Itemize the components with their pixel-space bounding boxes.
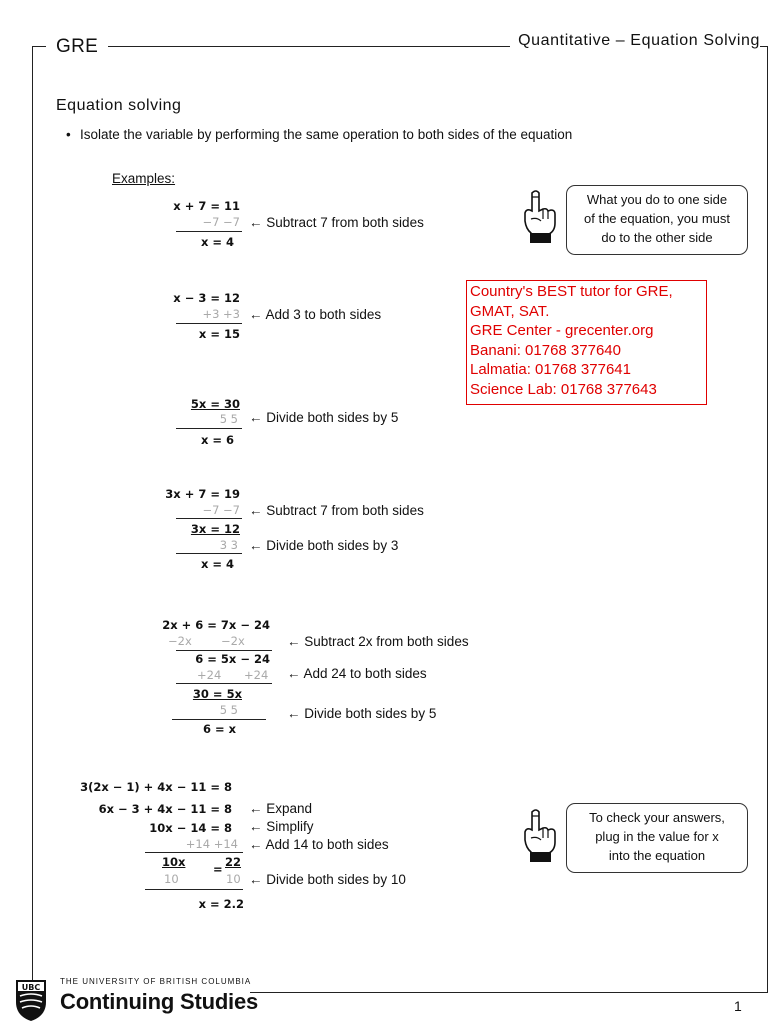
ex1-note: ← Subtract 7 from both sides bbox=[249, 215, 424, 230]
ex5-line4-left: +24 bbox=[197, 668, 222, 682]
ex6-line5-left: 10x bbox=[162, 855, 186, 869]
ex5-line7: 6 = x bbox=[202, 722, 236, 736]
ex5-line5: 30 = 5x bbox=[192, 687, 242, 701]
footer-university-name: THE UNIVERSITY OF BRITISH COLUMBIA bbox=[60, 977, 252, 986]
ex3-note: ← Divide both sides by 5 bbox=[249, 410, 399, 425]
ex5-line1: 2x + 6 = 7x − 24 bbox=[162, 618, 270, 632]
tip-line: What you do to one side bbox=[586, 192, 728, 207]
ex4-line5: x = 4 bbox=[200, 557, 234, 571]
ex5-note3: ← Divide both sides by 5 bbox=[287, 706, 437, 721]
ex5-note1: ← Subtract 2x from both sides bbox=[287, 634, 469, 649]
examples-label: Examples: bbox=[112, 171, 176, 186]
tip-line: do to the other side bbox=[601, 230, 713, 245]
pointing-hand-icon bbox=[519, 808, 559, 864]
ex6-line7: x = 2.2 bbox=[198, 897, 244, 911]
ex5-rule3 bbox=[172, 719, 266, 720]
ex6-note1: ← Expand bbox=[249, 801, 313, 816]
promo-line: GRE Center - grecenter.org bbox=[470, 322, 654, 339]
ex6-rule2 bbox=[145, 889, 243, 890]
ex3-line1: 5x = 30 bbox=[190, 397, 240, 411]
ex6-line6-right: 10 bbox=[226, 872, 241, 886]
ex1-line1: x + 7 = 11 bbox=[173, 199, 240, 213]
ex6-line5-right: 22 bbox=[225, 855, 242, 869]
header-title: Quantitative – Equation Solving bbox=[510, 32, 760, 50]
ex1-line3: x = 4 bbox=[200, 235, 234, 249]
ex4-note2: ← Divide both sides by 3 bbox=[249, 538, 399, 553]
ex6-line4: +14 +14 bbox=[185, 837, 238, 851]
ex2-line1: x − 3 = 12 bbox=[173, 291, 240, 305]
ex4-rule1 bbox=[176, 518, 242, 519]
ex2-line2: +3 +3 bbox=[202, 307, 240, 321]
ex4-note1: ← Subtract 7 from both sides bbox=[249, 503, 424, 518]
ubc-crest-logo bbox=[14, 978, 48, 1022]
tip-line: To check your answers, bbox=[589, 810, 725, 825]
ex6-line3: 10x − 14 = 8 bbox=[149, 821, 232, 835]
ex4-line3: 3x = 12 bbox=[190, 522, 240, 536]
tip-line: of the equation, you must bbox=[584, 211, 730, 226]
page-frame-bottom bbox=[250, 992, 768, 993]
ex4-line1: 3x + 7 = 19 bbox=[165, 487, 240, 501]
header-brand: GRE bbox=[46, 36, 108, 58]
tip-line: plug in the value for x bbox=[595, 829, 719, 844]
ex5-note2: ← Add 24 to both sides bbox=[287, 666, 427, 681]
ex2-line3: x = 15 bbox=[198, 327, 240, 341]
ex5-line6: 5 5 bbox=[219, 703, 238, 717]
tip-bubble-same-operation bbox=[566, 185, 748, 255]
ex6-line5-equals: = bbox=[213, 862, 223, 876]
ex3-line2: 5 5 bbox=[219, 412, 238, 426]
bullet-text: Isolate the variable by performing the same operation to both sides of the equation bbox=[80, 127, 573, 142]
ex1-rule bbox=[176, 231, 242, 232]
ex5-line2-left: −2x bbox=[168, 634, 192, 648]
ex6-line1: 3(2x − 1) + 4x − 11 = 8 bbox=[80, 780, 232, 794]
promo-line: Science Lab: 01768 377643 bbox=[470, 380, 657, 398]
promo-line: Banani: 01768 377640 bbox=[470, 341, 621, 359]
promo-line: GMAT, SAT. bbox=[470, 302, 550, 320]
ex6-line6-left: 10 bbox=[164, 872, 179, 886]
ex5-rule2 bbox=[176, 683, 272, 684]
tip-bubble-check-answers bbox=[566, 803, 748, 873]
promo-line: Country's BEST tutor for GRE, bbox=[470, 283, 673, 300]
ex5-rule1 bbox=[176, 650, 272, 651]
ex5-line4-right: +24 bbox=[244, 668, 269, 682]
ex6-line2: 6x − 3 + 4x − 11 = 8 bbox=[98, 802, 232, 816]
ex5-line2-right: −2x bbox=[221, 634, 245, 648]
ex6-note3: ← Add 14 to both sides bbox=[249, 837, 389, 852]
ex3-rule bbox=[176, 428, 242, 429]
ex1-line2: −7 −7 bbox=[202, 215, 240, 229]
ex2-note: ← Add 3 to both sides bbox=[249, 307, 382, 322]
section-title: Equation solving bbox=[56, 97, 182, 114]
ex2-rule bbox=[176, 323, 242, 324]
ex6-note4: ← Divide both sides by 10 bbox=[249, 872, 406, 887]
pointing-hand-icon bbox=[519, 189, 559, 245]
ex4-line2: −7 −7 bbox=[202, 503, 240, 517]
ex4-line4: 3 3 bbox=[219, 538, 238, 552]
tip-line: into the equation bbox=[608, 848, 706, 863]
bullet-item bbox=[66, 127, 572, 142]
logo-text: UBC bbox=[21, 983, 41, 992]
ex5-line3: 6 = 5x − 24 bbox=[195, 652, 270, 666]
ex6-note2: ← Simplify bbox=[249, 819, 314, 834]
ex6-rule1 bbox=[145, 852, 243, 853]
promo-line: Lalmatia: 01768 377641 bbox=[470, 361, 631, 378]
bullet-dot: • bbox=[66, 127, 71, 142]
ex3-line3: x = 6 bbox=[200, 433, 234, 447]
ex4-rule2 bbox=[176, 553, 242, 554]
page-number: 1 bbox=[734, 998, 742, 1014]
footer-department: Continuing Studies bbox=[60, 989, 259, 1014]
page-frame-left bbox=[32, 46, 33, 992]
promo-box bbox=[466, 280, 707, 405]
